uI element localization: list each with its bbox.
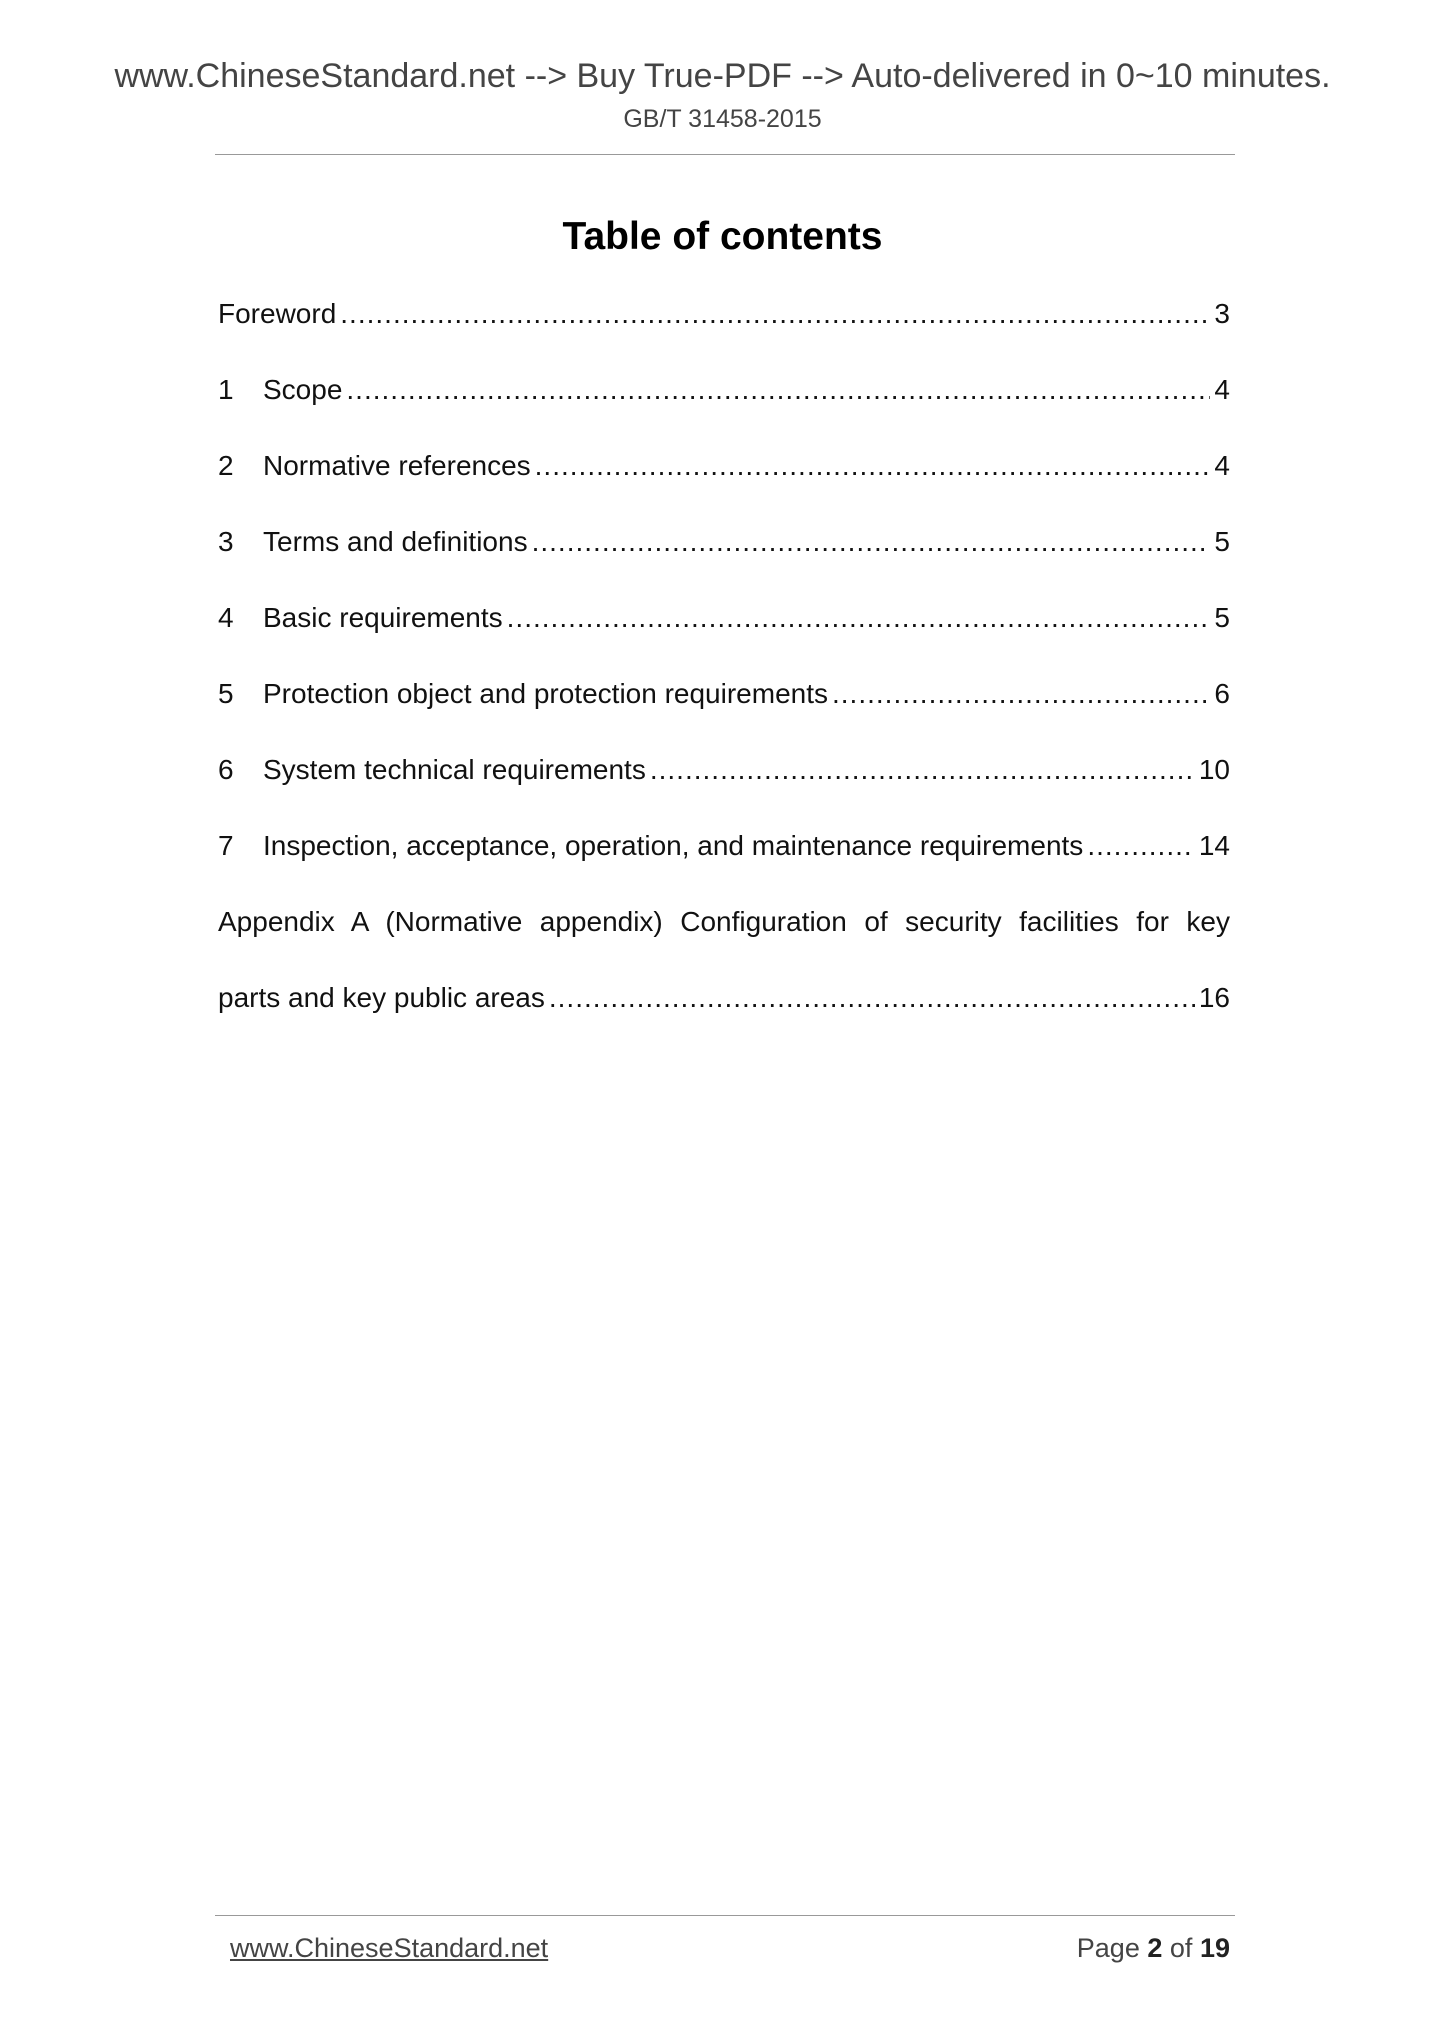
toc-leader-dots	[1087, 822, 1195, 870]
toc-entry-page: 16	[1198, 982, 1230, 1013]
toc-leader-dots	[650, 746, 1195, 794]
toc-entry-label: Foreword	[218, 298, 337, 329]
toc-entry-page: 14	[1198, 830, 1230, 861]
toc-entry-number: 2	[218, 450, 234, 481]
toc-entry-page: 10	[1198, 754, 1230, 785]
toc-entry-label: Inspection, acceptance, operation, and maintenance requirements	[263, 830, 1084, 861]
toc-entry-protection-object[interactable]	[218, 670, 1230, 746]
page-of: of	[1169, 1933, 1193, 1963]
toc-entry-number: 5	[218, 678, 234, 709]
toc-entry-page: 4	[1214, 374, 1230, 405]
page-current: 2	[1147, 1933, 1163, 1963]
toc-entry-label: Basic requirements	[263, 602, 503, 633]
header-divider	[215, 154, 1235, 155]
page-prefix: Page	[1076, 1933, 1140, 1963]
toc-entry-appendix-a[interactable]	[218, 898, 1230, 974]
toc-title: Table of contents	[562, 215, 883, 258]
toc-leader-dots	[832, 670, 1210, 718]
toc-entry-label: parts and key public areas	[218, 982, 545, 1013]
toc-entry-number: 6	[218, 754, 234, 785]
toc-entry-label: Scope	[263, 374, 343, 405]
page-total: 19	[1199, 1933, 1230, 1963]
footer-website-link[interactable]: www.ChineseStandard.net	[230, 1933, 549, 1963]
toc-entry-label: Terms and definitions	[263, 526, 528, 557]
header-banner: www.ChineseStandard.net --> Buy True-PDF --> Auto-delivered in 0~10 minutes.	[114, 57, 1331, 95]
toc-entry-page: 3	[1214, 298, 1230, 329]
toc-leader-dots	[549, 974, 1195, 1022]
toc-leader-dots	[535, 442, 1211, 490]
toc-leader-dots	[507, 594, 1211, 642]
toc-entry-basic-requirements[interactable]	[218, 594, 1230, 670]
toc-entry-number: 3	[218, 526, 234, 557]
footer-divider	[215, 1915, 1235, 1916]
toc-entry-terms-and-definitions[interactable]	[218, 518, 1230, 594]
toc-entry-label: System technical requirements	[263, 754, 646, 785]
toc-entry-normative-references[interactable]	[218, 442, 1230, 518]
toc-entry-system-technical-requirements[interactable]	[218, 746, 1230, 822]
toc-entry-scope[interactable]	[218, 366, 1230, 442]
page-number	[1077, 1930, 1230, 1966]
toc-entry-label: Appendix A (Normative appendix) Configuration of security facilities for key	[218, 906, 1230, 937]
toc-entry-page: 5	[1214, 526, 1230, 557]
toc-list	[218, 290, 1230, 1050]
toc-leader-dots	[340, 290, 1210, 338]
document-code: GB/T 31458-2015	[623, 105, 822, 133]
toc-entry-inspection-acceptance[interactable]	[218, 822, 1230, 898]
toc-entry-page: 6	[1214, 678, 1230, 709]
toc-entry-foreword[interactable]	[218, 290, 1230, 366]
toc-leader-dots	[346, 366, 1210, 414]
toc-entry-label: Normative references	[263, 450, 531, 481]
toc-entry-number: 1	[218, 374, 234, 405]
toc-leader-dots	[532, 518, 1211, 566]
toc-entry-label: Protection object and protection requirements	[263, 678, 828, 709]
toc-entry-number: 4	[218, 602, 234, 633]
toc-entry-page: 4	[1214, 450, 1230, 481]
toc-entry-page: 5	[1214, 602, 1230, 633]
toc-entry-appendix-a-continued[interactable]	[218, 974, 1230, 1050]
toc-entry-number: 7	[218, 830, 234, 861]
